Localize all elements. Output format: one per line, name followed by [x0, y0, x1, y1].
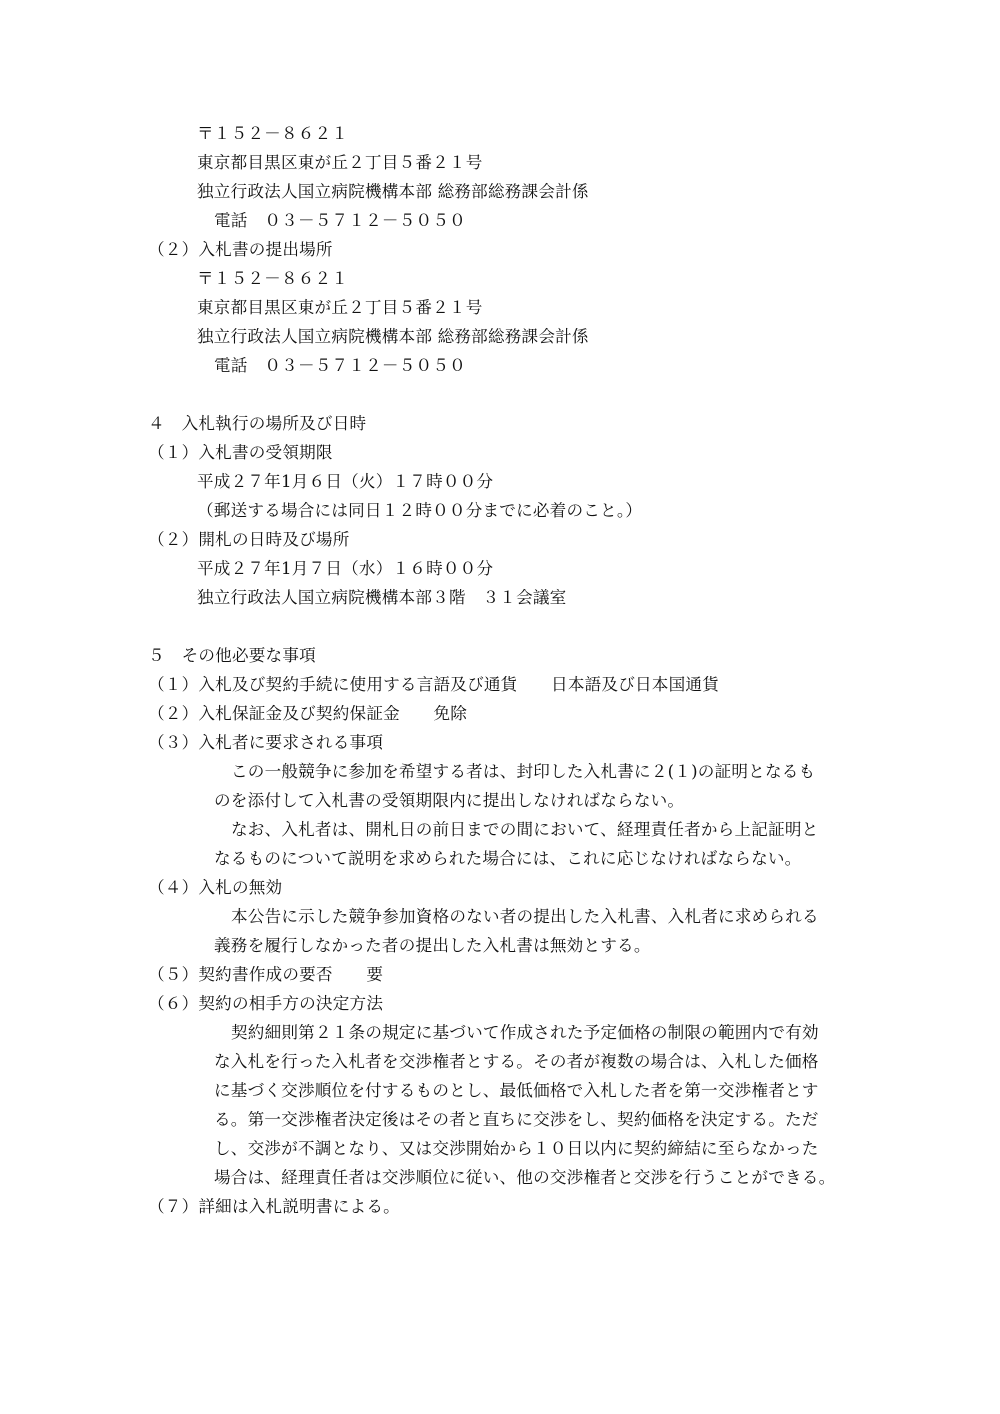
decision-method-line: し、交渉が不調となり、又は交渉開始から１０日以内に契約締結に至らなかった — [214, 1139, 819, 1158]
receipt-deadline-heading: （１）入札書の受領期限 — [148, 443, 333, 462]
decision-method-line: な入札を行った入札者を交渉権者とする。その者が複数の場合は、入札した価格 — [214, 1052, 819, 1071]
details-item: （７）詳細は入札説明書による。 — [148, 1197, 400, 1216]
opening-date: 平成２７年1月７日（水）１６時００分 — [197, 559, 494, 578]
requirements-line: この一般競争に参加を希望する者は、封印した入札書に２(１)の証明となるも — [231, 762, 816, 781]
submission-postal: 〒１５２－８６２１ — [197, 269, 349, 288]
invalid-bid-heading: （４）入札の無効 — [148, 878, 283, 897]
deposit-item: （２）入札保証金及び契約保証金 免除 — [148, 704, 468, 723]
decision-method-line: 場合は、経理責任者は交渉順位に従い、他の交渉権者と交渉を行うことができる。 — [214, 1168, 836, 1187]
contract-document-item: （５）契約書作成の要否 要 — [148, 965, 384, 984]
submission-phone: 電話 ０３－５７１２－５０５０ — [214, 356, 466, 375]
section-5-heading: ５ その他必要な事項 — [148, 646, 316, 665]
contact-postal: 〒１５２－８６２１ — [197, 124, 349, 143]
submission-address: 東京都目黒区東が丘２丁目５番２１号 — [197, 298, 483, 317]
contact-office: 独立行政法人国立病院機構本部 総務部総務課会計係 — [197, 182, 589, 201]
section-4-heading: ４ 入札執行の場所及び日時 — [148, 414, 367, 433]
opening-heading: （２）開札の日時及び場所 — [148, 530, 350, 549]
requirements-line: なるものについて説明を求められた場合には、これに応じなければならない。 — [214, 849, 802, 868]
contact-phone: 電話 ０３－５７１２－５０５０ — [214, 211, 466, 230]
decision-method-line: る。第一交渉権者決定後はその者と直ちに交渉をし、契約価格を決定する。ただ — [214, 1110, 819, 1129]
submission-office: 独立行政法人国立病院機構本部 総務部総務課会計係 — [197, 327, 589, 346]
submission-place-heading: （２）入札書の提出場所 — [148, 240, 333, 259]
decision-method-heading: （６）契約の相手方の決定方法 — [148, 994, 384, 1013]
mail-note: （郵送する場合には同日１２時００分までに必着のこと。） — [197, 501, 643, 520]
invalid-bid-line: 義務を履行しなかった者の提出した入札書は無効とする。 — [214, 936, 651, 955]
opening-place: 独立行政法人国立病院機構本部３階 ３１会議室 — [197, 588, 567, 607]
decision-method-line: に基づく交渉順位を付するものとし、最低価格で入札した者を第一交渉権者とす — [214, 1081, 819, 1100]
decision-method-line: 契約細則第２１条の規定に基づいて作成された予定価格の制限の範囲内で有効 — [231, 1023, 819, 1042]
contact-address: 東京都目黒区東が丘２丁目５番２１号 — [197, 153, 483, 172]
requirements-heading: （３）入札者に要求される事項 — [148, 733, 384, 752]
receipt-deadline-date: 平成２７年1月６日（火）１７時００分 — [197, 472, 494, 491]
invalid-bid-line: 本公告に示した競争参加資格のない者の提出した入札書、入札者に求められる — [231, 907, 819, 926]
requirements-line: なお、入札者は、開札日の前日までの間において、経理責任者から上記証明と — [231, 820, 819, 839]
requirements-line: のを添付して入札書の受領期限内に提出しなければならない。 — [214, 791, 685, 810]
language-currency-item: （１）入札及び契約手続に使用する言語及び通貨 日本語及び日本国通貨 — [148, 675, 719, 694]
